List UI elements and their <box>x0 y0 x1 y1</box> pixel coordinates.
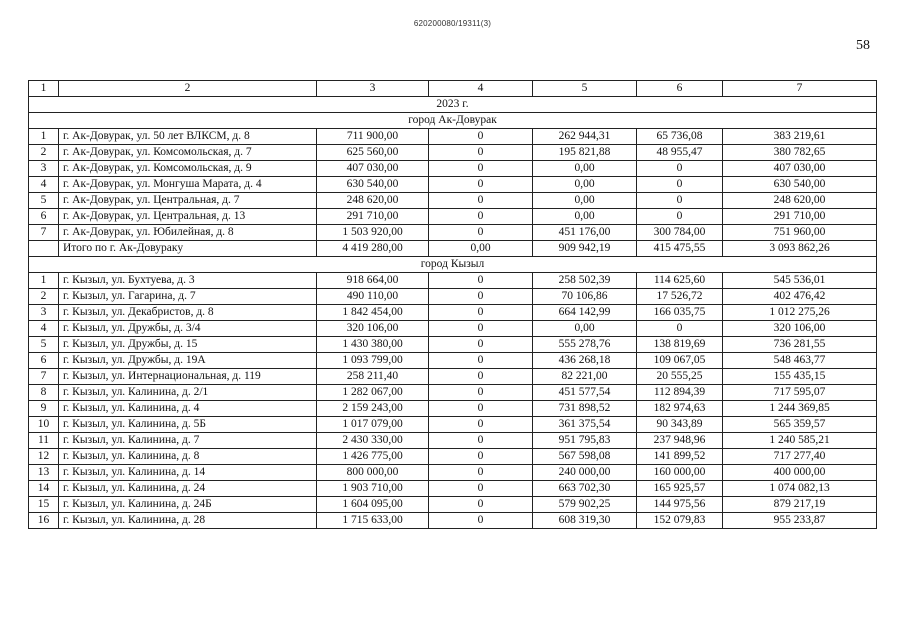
row-number: 7 <box>29 225 59 241</box>
col4-value: 0 <box>429 321 533 337</box>
table-row <box>29 353 877 369</box>
table-row <box>29 385 877 401</box>
table-row <box>29 513 877 529</box>
table-row <box>29 481 877 497</box>
col4-value: 0 <box>429 353 533 369</box>
year-label: 2023 г. <box>29 97 877 113</box>
col3-value: 4 419 280,00 <box>317 241 429 257</box>
row-number: 3 <box>29 305 59 321</box>
document-number: 620200080/19311(3) <box>413 19 492 28</box>
col7-value: 1 240 585,21 <box>723 433 877 449</box>
address-cell: г. Кызыл, ул. Калинина, д. 28 <box>59 513 317 529</box>
row-number: 11 <box>29 433 59 449</box>
col3-value: 625 560,00 <box>317 145 429 161</box>
address-cell: г. Кызыл, ул. Интернациональная, д. 119 <box>59 369 317 385</box>
table-row <box>29 433 877 449</box>
col7-value: 383 219,61 <box>723 129 877 145</box>
row-number: 9 <box>29 401 59 417</box>
address-cell: г. Кызыл, ул. Калинина, д. 5Б <box>59 417 317 433</box>
col4-value: 0 <box>429 337 533 353</box>
col6-value: 300 784,00 <box>637 225 723 241</box>
row-number: 2 <box>29 289 59 305</box>
col5-value: 262 944,31 <box>533 129 637 145</box>
col6-value: 0 <box>637 193 723 209</box>
table-row <box>29 289 877 305</box>
table-row <box>29 417 877 433</box>
total-row <box>29 241 877 257</box>
address-cell: г. Кызыл, ул. Калинина, д. 8 <box>59 449 317 465</box>
col5-value: 664 142,99 <box>533 305 637 321</box>
col7-value: 291 710,00 <box>723 209 877 225</box>
row-number: 2 <box>29 145 59 161</box>
address-cell: г. Ак-Довурак, ул. Центральная, д. 7 <box>59 193 317 209</box>
header-cell: 3 <box>317 81 429 97</box>
address-cell: г. Ак-Довурак, ул. Центральная, д. 13 <box>59 209 317 225</box>
col4-value: 0 <box>429 497 533 513</box>
col4-value: 0 <box>429 465 533 481</box>
header-cell: 6 <box>637 81 723 97</box>
col6-value: 144 975,56 <box>637 497 723 513</box>
table-row <box>29 369 877 385</box>
col5-value: 436 268,18 <box>533 353 637 369</box>
row-number: 6 <box>29 353 59 369</box>
col5-value: 567 598,08 <box>533 449 637 465</box>
address-cell: г. Кызыл, ул. Калинина, д. 2/1 <box>59 385 317 401</box>
col6-value: 0 <box>637 177 723 193</box>
col4-value: 0 <box>429 401 533 417</box>
address-cell: г. Кызыл, ул. Калинина, д. 7 <box>59 433 317 449</box>
col7-value: 248 620,00 <box>723 193 877 209</box>
col7-value: 3 093 862,26 <box>723 241 877 257</box>
col6-value: 112 894,39 <box>637 385 723 401</box>
col6-value: 237 948,96 <box>637 433 723 449</box>
col7-value: 548 463,77 <box>723 353 877 369</box>
col4-value: 0 <box>429 145 533 161</box>
row-number: 5 <box>29 337 59 353</box>
col3-value: 2 430 330,00 <box>317 433 429 449</box>
col4-value: 0 <box>429 433 533 449</box>
col5-value: 82 221,00 <box>533 369 637 385</box>
table-row <box>29 129 877 145</box>
address-cell: Итого по г. Ак-Довураку <box>59 241 317 257</box>
col5-value: 608 319,30 <box>533 513 637 529</box>
col4-value: 0 <box>429 161 533 177</box>
col7-value: 751 960,00 <box>723 225 877 241</box>
col4-value: 0 <box>429 129 533 145</box>
col6-value: 48 955,47 <box>637 145 723 161</box>
header-cell: 5 <box>533 81 637 97</box>
row-number: 1 <box>29 129 59 145</box>
col6-value: 20 555,25 <box>637 369 723 385</box>
col7-value: 717 595,07 <box>723 385 877 401</box>
col3-value: 2 159 243,00 <box>317 401 429 417</box>
header-cell: 2 <box>59 81 317 97</box>
col3-value: 1 903 710,00 <box>317 481 429 497</box>
address-cell: г. Кызыл, ул. Бухтуева, д. 3 <box>59 273 317 289</box>
table-row <box>29 497 877 513</box>
address-cell: г. Ак-Довурак, ул. Юбилейная, д. 8 <box>59 225 317 241</box>
col4-value: 0 <box>429 449 533 465</box>
address-cell: г. Кызыл, ул. Декабристов, д. 8 <box>59 305 317 321</box>
address-cell: г. Кызыл, ул. Калинина, д. 4 <box>59 401 317 417</box>
col5-value: 451 577,54 <box>533 385 637 401</box>
section-row <box>29 113 877 129</box>
table-row <box>29 337 877 353</box>
row-number: 8 <box>29 385 59 401</box>
row-number: 15 <box>29 497 59 513</box>
row-number: 4 <box>29 321 59 337</box>
col3-value: 490 110,00 <box>317 289 429 305</box>
col6-value: 160 000,00 <box>637 465 723 481</box>
row-number: 10 <box>29 417 59 433</box>
col7-value: 155 435,15 <box>723 369 877 385</box>
col6-value: 138 819,69 <box>637 337 723 353</box>
row-number <box>29 241 59 257</box>
table-row <box>29 209 877 225</box>
col6-value: 165 925,57 <box>637 481 723 497</box>
col3-value: 248 620,00 <box>317 193 429 209</box>
col4-value: 0,00 <box>429 241 533 257</box>
address-cell: г. Ак-Довурак, ул. Комсомольская, д. 9 <box>59 161 317 177</box>
col7-value: 630 540,00 <box>723 177 877 193</box>
col5-value: 663 702,30 <box>533 481 637 497</box>
address-cell: г. Кызыл, ул. Калинина, д. 14 <box>59 465 317 481</box>
col3-value: 1 715 633,00 <box>317 513 429 529</box>
col6-value: 65 736,08 <box>637 129 723 145</box>
row-number: 1 <box>29 273 59 289</box>
page-number: 58 <box>856 38 870 53</box>
col6-value: 90 343,89 <box>637 417 723 433</box>
table-row <box>29 321 877 337</box>
address-cell: г. Ак-Довурак, ул. Комсомольская, д. 7 <box>59 145 317 161</box>
col5-value: 909 942,19 <box>533 241 637 257</box>
col5-value: 0,00 <box>533 209 637 225</box>
col7-value: 402 476,42 <box>723 289 877 305</box>
col7-value: 407 030,00 <box>723 161 877 177</box>
col7-value: 565 359,57 <box>723 417 877 433</box>
table-row <box>29 305 877 321</box>
col5-value: 70 106,86 <box>533 289 637 305</box>
col3-value: 291 710,00 <box>317 209 429 225</box>
col4-value: 0 <box>429 209 533 225</box>
row-number: 12 <box>29 449 59 465</box>
col3-value: 1 842 454,00 <box>317 305 429 321</box>
header-cell: 4 <box>429 81 533 97</box>
col4-value: 0 <box>429 513 533 529</box>
col7-value: 736 281,55 <box>723 337 877 353</box>
row-number: 3 <box>29 161 59 177</box>
col6-value: 17 526,72 <box>637 289 723 305</box>
col3-value: 320 106,00 <box>317 321 429 337</box>
col3-value: 1 093 799,00 <box>317 353 429 369</box>
col5-value: 240 000,00 <box>533 465 637 481</box>
col7-value: 545 536,01 <box>723 273 877 289</box>
section-title: город Ак-Довурак <box>29 113 877 129</box>
col7-value: 879 217,19 <box>723 497 877 513</box>
col3-value: 1 017 079,00 <box>317 417 429 433</box>
row-number: 16 <box>29 513 59 529</box>
table-row <box>29 273 877 289</box>
address-cell: г. Ак-Довурак, ул. 50 лет ВЛКСМ, д. 8 <box>59 129 317 145</box>
address-cell: г. Кызыл, ул. Дружбы, д. 3/4 <box>59 321 317 337</box>
col3-value: 1 430 380,00 <box>317 337 429 353</box>
col4-value: 0 <box>429 225 533 241</box>
table-row <box>29 161 877 177</box>
col4-value: 0 <box>429 273 533 289</box>
col7-value: 380 782,65 <box>723 145 877 161</box>
col5-value: 195 821,88 <box>533 145 637 161</box>
col3-value: 407 030,00 <box>317 161 429 177</box>
col6-value: 166 035,75 <box>637 305 723 321</box>
address-cell: г. Кызыл, ул. Калинина, д. 24 <box>59 481 317 497</box>
col4-value: 0 <box>429 193 533 209</box>
address-cell: г. Кызыл, ул. Дружбы, д. 15 <box>59 337 317 353</box>
row-number: 5 <box>29 193 59 209</box>
col3-value: 711 900,00 <box>317 129 429 145</box>
col3-value: 1 282 067,00 <box>317 385 429 401</box>
row-number: 13 <box>29 465 59 481</box>
col6-value: 0 <box>637 321 723 337</box>
year-row <box>29 97 877 113</box>
col3-value: 258 211,40 <box>317 369 429 385</box>
col6-value: 114 625,60 <box>637 273 723 289</box>
col6-value: 152 079,83 <box>637 513 723 529</box>
col3-value: 918 664,00 <box>317 273 429 289</box>
col4-value: 0 <box>429 369 533 385</box>
row-number: 4 <box>29 177 59 193</box>
col4-value: 0 <box>429 385 533 401</box>
col3-value: 1 426 775,00 <box>317 449 429 465</box>
register-table <box>28 80 877 529</box>
col7-value: 320 106,00 <box>723 321 877 337</box>
col5-value: 361 375,54 <box>533 417 637 433</box>
col4-value: 0 <box>429 417 533 433</box>
header-cell: 1 <box>29 81 59 97</box>
col5-value: 0,00 <box>533 321 637 337</box>
col7-value: 1 244 369,85 <box>723 401 877 417</box>
table-body <box>29 81 877 529</box>
col7-value: 400 000,00 <box>723 465 877 481</box>
col3-value: 1 604 095,00 <box>317 497 429 513</box>
row-number: 6 <box>29 209 59 225</box>
section-row <box>29 257 877 273</box>
col4-value: 0 <box>429 481 533 497</box>
address-cell: г. Кызыл, ул. Гагарина, д. 7 <box>59 289 317 305</box>
col6-value: 415 475,55 <box>637 241 723 257</box>
row-number: 14 <box>29 481 59 497</box>
col7-value: 1 012 275,26 <box>723 305 877 321</box>
col6-value: 0 <box>637 161 723 177</box>
table-row <box>29 177 877 193</box>
col5-value: 0,00 <box>533 177 637 193</box>
address-cell: г. Кызыл, ул. Калинина, д. 24Б <box>59 497 317 513</box>
header-row <box>29 81 877 97</box>
col5-value: 0,00 <box>533 161 637 177</box>
col6-value: 141 899,52 <box>637 449 723 465</box>
table-row <box>29 145 877 161</box>
col5-value: 258 502,39 <box>533 273 637 289</box>
col5-value: 451 176,00 <box>533 225 637 241</box>
col3-value: 630 540,00 <box>317 177 429 193</box>
header-cell: 7 <box>723 81 877 97</box>
row-number: 7 <box>29 369 59 385</box>
col5-value: 731 898,52 <box>533 401 637 417</box>
col5-value: 0,00 <box>533 193 637 209</box>
table-row <box>29 449 877 465</box>
table-row <box>29 193 877 209</box>
col5-value: 555 278,76 <box>533 337 637 353</box>
table-row <box>29 465 877 481</box>
col3-value: 1 503 920,00 <box>317 225 429 241</box>
col7-value: 955 233,87 <box>723 513 877 529</box>
address-cell: г. Ак-Довурак, ул. Монгуша Марата, д. 4 <box>59 177 317 193</box>
col5-value: 579 902,25 <box>533 497 637 513</box>
table-row <box>29 401 877 417</box>
col4-value: 0 <box>429 289 533 305</box>
section-title: город Кызыл <box>29 257 877 273</box>
col7-value: 717 277,40 <box>723 449 877 465</box>
col6-value: 109 067,05 <box>637 353 723 369</box>
address-cell: г. Кызыл, ул. Дружбы, д. 19А <box>59 353 317 369</box>
col6-value: 182 974,63 <box>637 401 723 417</box>
col6-value: 0 <box>637 209 723 225</box>
col7-value: 1 074 082,13 <box>723 481 877 497</box>
col5-value: 951 795,83 <box>533 433 637 449</box>
table-row <box>29 225 877 241</box>
col3-value: 800 000,00 <box>317 465 429 481</box>
col4-value: 0 <box>429 177 533 193</box>
col4-value: 0 <box>429 305 533 321</box>
